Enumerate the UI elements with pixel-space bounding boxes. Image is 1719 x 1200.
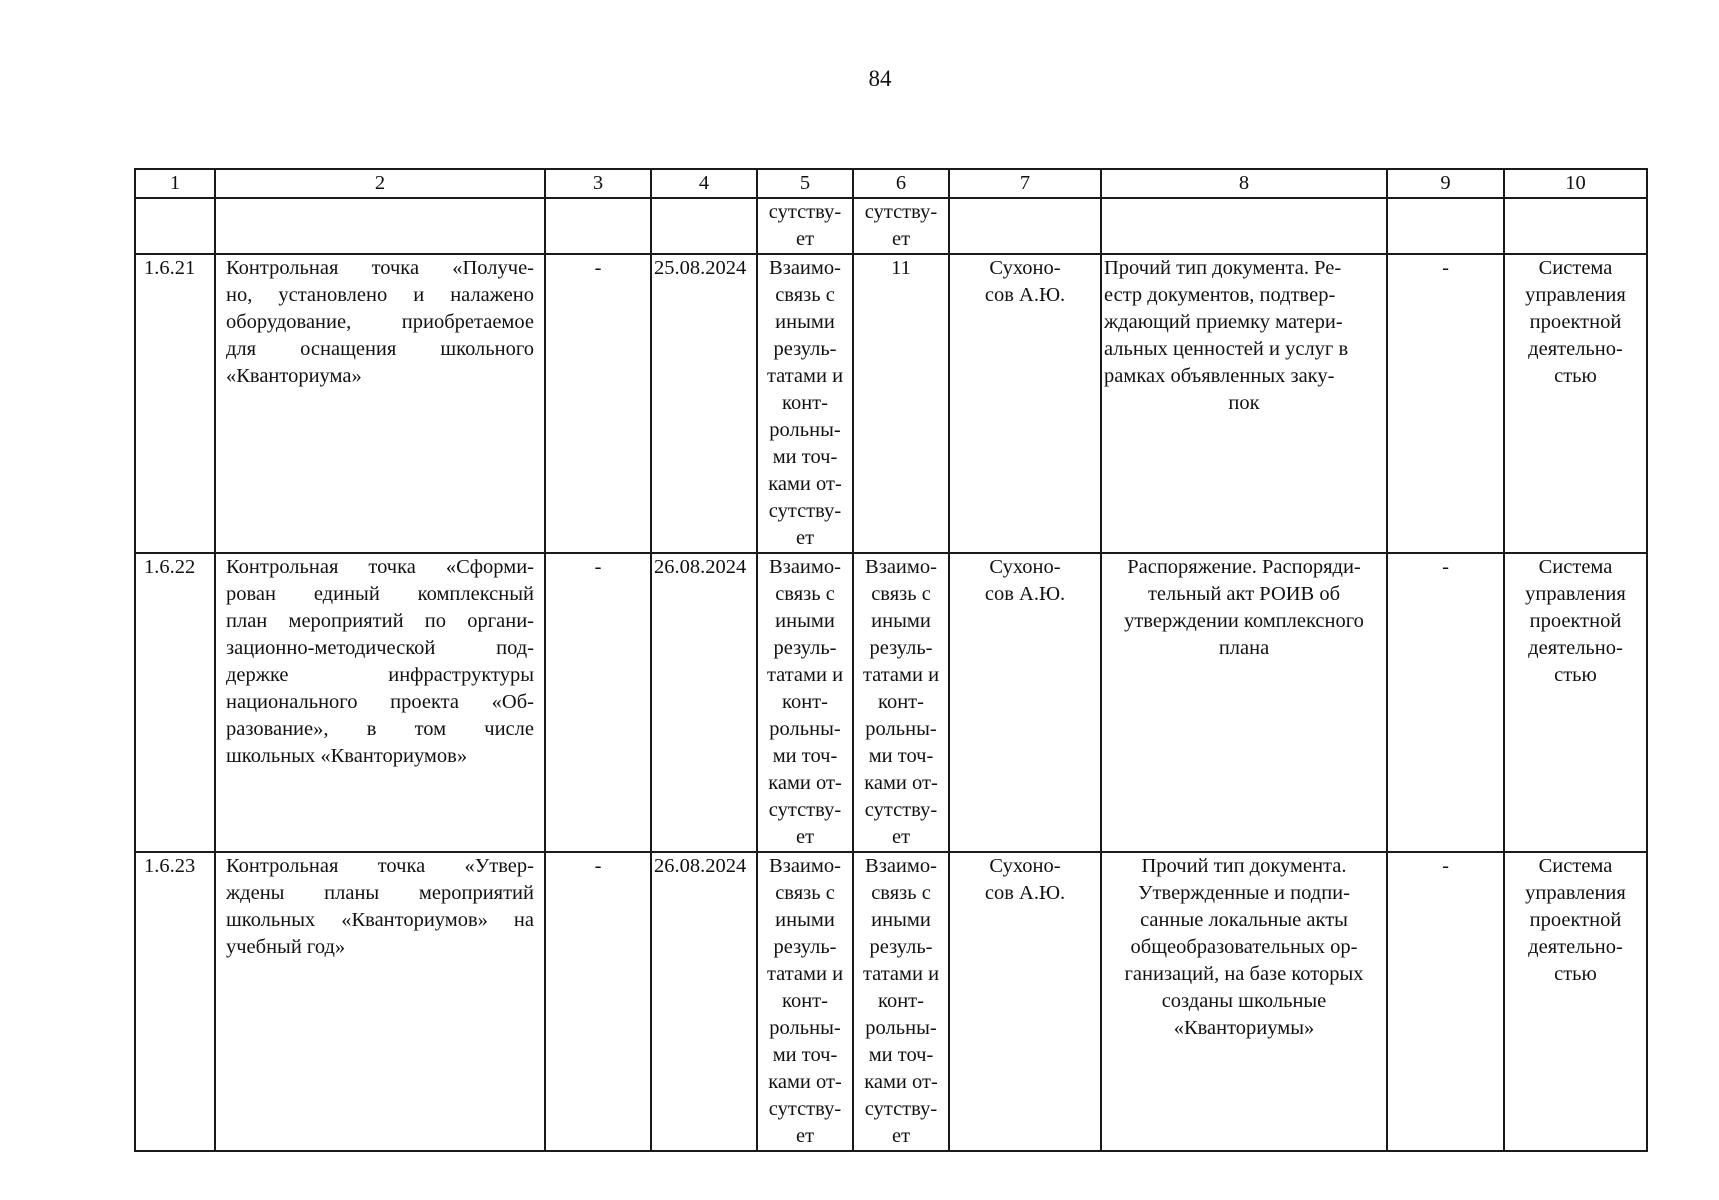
cell-line: конт-: [782, 691, 828, 713]
relation-cell-5: [757, 254, 853, 553]
cell-line: зационно-методической под-: [226, 637, 534, 659]
cell-line: альных ценностей и услуг в: [1104, 338, 1349, 360]
cell-line: управления: [1525, 284, 1626, 306]
empty-cell: [545, 198, 651, 254]
cell-line: иными: [871, 610, 931, 632]
cell-line: Взаимо-: [769, 556, 841, 578]
cell-line: Взаимо-: [865, 855, 937, 877]
continuation-row: [135, 198, 1647, 254]
cell-line: для оснащения школьного: [226, 338, 534, 360]
cell-line: оборудование, приобретаемое: [226, 311, 534, 333]
cell-line: сов А.Ю.: [984, 284, 1066, 306]
cell-line: тельный акт РОИВ об: [1147, 583, 1341, 605]
cell-line: татами и: [766, 664, 844, 686]
control-point-name-cell: [215, 553, 545, 852]
cell-line: Прочий тип документа.: [1141, 855, 1347, 877]
cell-line: Система: [1538, 257, 1613, 279]
date-cell: 26.08.2024: [651, 852, 757, 1151]
responsible-cell: [949, 852, 1101, 1151]
cell-line: но, установлено и налажено: [226, 284, 534, 306]
continuation-cell-6: [853, 198, 949, 254]
cell-line: сутству-: [864, 1098, 938, 1120]
column-3-cell: -: [545, 553, 651, 852]
column-9-cell: -: [1387, 553, 1504, 852]
cell-line: утверждении комплексного: [1124, 610, 1364, 632]
cell-line: Система: [1538, 556, 1613, 578]
cell-line: рольны-: [865, 1017, 937, 1039]
column-number: 8: [1101, 169, 1387, 198]
column-number: 9: [1387, 169, 1504, 198]
table-row: [135, 553, 1647, 852]
control-points-table: [134, 168, 1648, 1152]
cell-line: Контрольная точка «Утвер-: [226, 855, 534, 877]
column-number: 6: [853, 169, 949, 198]
document-cell: [1101, 852, 1387, 1151]
cell-line: ет: [795, 527, 815, 549]
cell-line: ет: [795, 826, 815, 848]
cell-line: проектной: [1529, 610, 1622, 632]
continuation-cell-5: [757, 198, 853, 254]
cell-line: Распоряжение. Распоряди-: [1127, 556, 1361, 578]
cell-line: Взаимо-: [769, 855, 841, 877]
row-number-cell: 1.6.21: [135, 254, 215, 553]
cell-line: ками от-: [768, 473, 842, 495]
cell-line: Взаимо-: [769, 257, 841, 279]
row-number-cell: 1.6.22: [135, 553, 215, 852]
cell-line: резуль-: [773, 637, 837, 659]
cell-line: Сухоно-: [989, 257, 1061, 279]
cell-line: Сухоно-: [989, 855, 1061, 877]
column-number: 10: [1504, 169, 1647, 198]
cell-line: план мероприятий по органи-: [226, 610, 534, 632]
column-number: 2: [215, 169, 545, 198]
cell-line: сутству-: [768, 1098, 842, 1120]
cell-line: национального проекта «Об-: [226, 691, 534, 713]
relation-cell-6: [853, 553, 949, 852]
column-number: 4: [651, 169, 757, 198]
cell-line: конт-: [782, 990, 828, 1012]
responsible-cell: [949, 553, 1101, 852]
cell-line: ми точ-: [772, 446, 838, 468]
row-number-cell: 1.6.23: [135, 852, 215, 1151]
system-cell: [1504, 553, 1647, 852]
column-number-row: [135, 169, 1647, 198]
cell-line: рован единый комплексный: [226, 583, 534, 605]
cell-line: ками от-: [864, 772, 938, 794]
cell-line: иными: [871, 909, 931, 931]
cell-line: ками от-: [768, 772, 842, 794]
cell-line: конт-: [878, 990, 924, 1012]
cell-line: рольны-: [769, 718, 841, 740]
cell-line: санные локальные акты: [1140, 909, 1348, 931]
cell-line: ждающий приемку матери-: [1104, 311, 1343, 333]
cell-line: ждены планы мероприятий: [226, 882, 534, 904]
page-number: 84: [868, 66, 892, 91]
cell-line: ми точ-: [868, 745, 934, 767]
control-point-name-cell: [215, 254, 545, 553]
cell-line: учебный год»: [226, 936, 346, 958]
relation-cell-6: [853, 254, 949, 553]
cell-line: рольны-: [769, 1017, 841, 1039]
cell-line: «Кванториума»: [226, 365, 362, 387]
cell-line: проектной: [1529, 311, 1622, 333]
cell-line: рамках объявленных заку-: [1104, 365, 1335, 387]
cell-line: деятельно-: [1528, 637, 1623, 659]
cell-line: сов А.Ю.: [984, 882, 1066, 904]
cell-line: ет: [891, 1125, 911, 1147]
table-row: [135, 852, 1647, 1151]
empty-cell: [949, 198, 1101, 254]
cell-line: ми точ-: [772, 1044, 838, 1066]
cell-line: Контрольная точка «Сформи-: [226, 556, 534, 578]
cell-line: связь с: [871, 583, 931, 605]
column-number: 7: [949, 169, 1101, 198]
cell-line: резуль-: [869, 637, 933, 659]
cell-line: резуль-: [773, 338, 837, 360]
cell-line: рольны-: [865, 718, 937, 740]
cell-line: естр документов, подтвер-: [1104, 284, 1336, 306]
cell-line: школьных «Кванториумов» на: [226, 909, 534, 931]
cell-line: плана: [1218, 637, 1270, 659]
cell-line: резуль-: [773, 936, 837, 958]
empty-cell: [1504, 198, 1647, 254]
cell-line: школьных «Кванториумов»: [226, 745, 468, 767]
cell-line: татами и: [862, 963, 940, 985]
cell-line: ми точ-: [772, 745, 838, 767]
cell-line: разование», в том числе: [226, 718, 534, 740]
system-cell: [1504, 852, 1647, 1151]
empty-cell: [215, 198, 545, 254]
cell-line: конт-: [782, 392, 828, 414]
document-cell: [1101, 553, 1387, 852]
cell-line: татами и: [862, 664, 940, 686]
cell-line: сов А.Ю.: [984, 583, 1066, 605]
cell-line: стью: [1554, 664, 1597, 686]
cell-line: держке инфраструктуры: [226, 664, 534, 686]
cell-line: связь с: [775, 882, 835, 904]
column-number: 1: [135, 169, 215, 198]
cell-line: Взаимо-: [865, 556, 937, 578]
cell-line: татами и: [766, 365, 844, 387]
cell-line: «Кванториумы»: [1173, 1017, 1315, 1039]
system-cell: [1504, 254, 1647, 553]
responsible-cell: [949, 254, 1101, 553]
cell-line: пок: [1228, 392, 1260, 414]
cell-line: деятельно-: [1528, 338, 1623, 360]
cell-line: ет: [795, 228, 815, 250]
cell-line: управления: [1525, 882, 1626, 904]
cell-line: ми точ-: [868, 1044, 934, 1066]
relation-cell-6: [853, 852, 949, 1151]
column-3-cell: -: [545, 254, 651, 553]
cell-line: конт-: [878, 691, 924, 713]
cell-line: иными: [775, 909, 835, 931]
empty-cell: [651, 198, 757, 254]
empty-cell: [1387, 198, 1504, 254]
cell-line: проектной: [1529, 909, 1622, 931]
cell-line: ками от-: [768, 1071, 842, 1093]
relation-cell-5: [757, 852, 853, 1151]
column-number: 5: [757, 169, 853, 198]
cell-line: сутству-: [864, 799, 938, 821]
cell-line: сутству-: [768, 201, 842, 223]
empty-cell: [135, 198, 215, 254]
cell-line: стью: [1554, 365, 1597, 387]
cell-line: Прочий тип документа. Ре-: [1104, 257, 1342, 279]
cell-line: ет: [891, 826, 911, 848]
control-point-name-cell: [215, 852, 545, 1151]
cell-line: Система: [1538, 855, 1613, 877]
cell-line: 11: [891, 257, 911, 279]
cell-line: татами и: [766, 963, 844, 985]
cell-line: ками от-: [864, 1071, 938, 1093]
column-9-cell: -: [1387, 254, 1504, 553]
cell-line: связь с: [871, 882, 931, 904]
cell-line: Утвержденные и подпи-: [1138, 882, 1350, 904]
cell-line: Контрольная точка «Получе-: [226, 257, 534, 279]
cell-line: ет: [795, 1125, 815, 1147]
empty-cell: [1101, 198, 1387, 254]
cell-line: рольны-: [769, 419, 841, 441]
cell-line: ет: [891, 228, 911, 250]
cell-line: сутству-: [768, 799, 842, 821]
date-cell: 25.08.2024: [651, 254, 757, 553]
cell-line: связь с: [775, 284, 835, 306]
cell-line: общеобразовательных ор-: [1130, 936, 1358, 958]
document-cell: [1101, 254, 1387, 553]
cell-line: сутству-: [768, 500, 842, 522]
date-cell: 26.08.2024: [651, 553, 757, 852]
cell-line: управления: [1525, 583, 1626, 605]
cell-line: стью: [1554, 963, 1597, 985]
cell-line: деятельно-: [1528, 936, 1623, 958]
column-9-cell: -: [1387, 852, 1504, 1151]
relation-cell-5: [757, 553, 853, 852]
cell-line: сутству-: [864, 201, 938, 223]
cell-line: связь с: [775, 583, 835, 605]
column-number: 3: [545, 169, 651, 198]
cell-line: ганизаций, на базе которых: [1124, 963, 1364, 985]
cell-line: Сухоно-: [989, 556, 1061, 578]
column-3-cell: -: [545, 852, 651, 1151]
cell-line: иными: [775, 311, 835, 333]
cell-line: резуль-: [869, 936, 933, 958]
cell-line: созданы школьные: [1161, 990, 1327, 1012]
table-row: [135, 254, 1647, 553]
cell-line: иными: [775, 610, 835, 632]
